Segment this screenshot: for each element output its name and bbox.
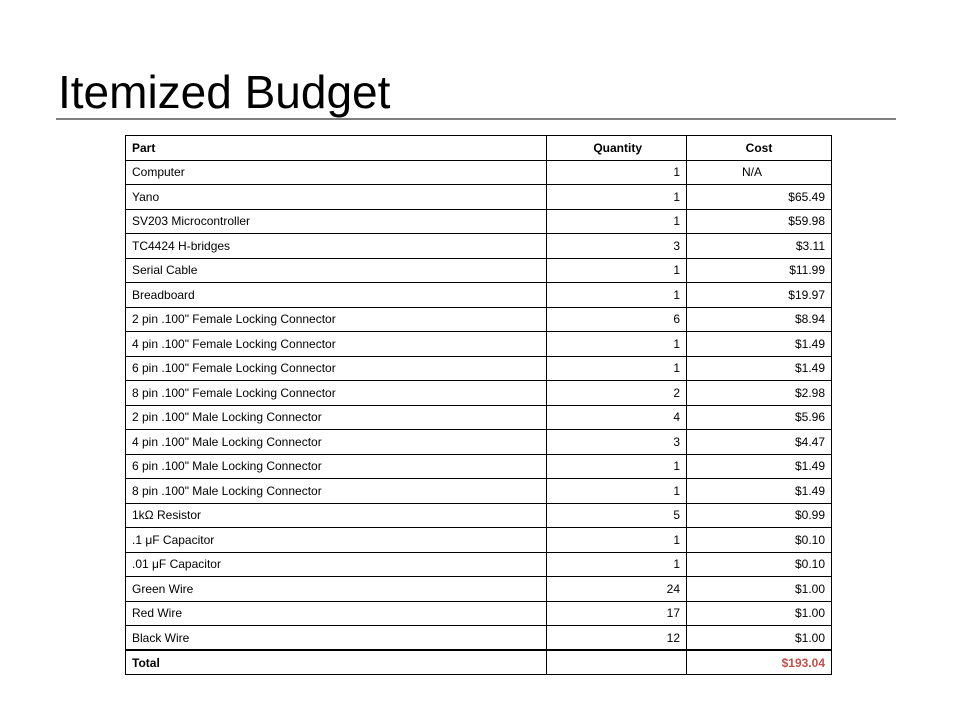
cell-quantity: 1: [547, 160, 687, 185]
cell-cost: $0.10: [687, 528, 832, 553]
table-row: [126, 430, 832, 455]
table-row: [126, 185, 832, 210]
cell-cost: N/A: [687, 160, 832, 185]
cell-cost: $0.99: [687, 503, 832, 528]
cell-quantity: 1: [547, 479, 687, 504]
cell-quantity: 1: [547, 209, 687, 234]
cell-quantity: 17: [547, 601, 687, 626]
cell-quantity: 1: [547, 454, 687, 479]
cell-part: Computer: [126, 160, 547, 185]
table-row: [126, 626, 832, 651]
cell-cost: $59.98: [687, 209, 832, 234]
table-row: [126, 479, 832, 504]
cell-part: 2 pin .100" Male Locking Connector: [126, 405, 547, 430]
cell-quantity: 2: [547, 381, 687, 406]
table-row: [126, 332, 832, 357]
table-row: [126, 283, 832, 308]
table-row: [126, 405, 832, 430]
cell-quantity: 1: [547, 258, 687, 283]
total-cost: $193.04: [687, 650, 832, 675]
cell-quantity: 1: [547, 552, 687, 577]
table-row: [126, 356, 832, 381]
cell-quantity: 3: [547, 234, 687, 259]
table-row: [126, 552, 832, 577]
table-header-row: [126, 136, 832, 161]
cell-part: 1kΩ Resistor: [126, 503, 547, 528]
cell-part: SV203 Microcontroller: [126, 209, 547, 234]
cell-quantity: 1: [547, 356, 687, 381]
table-row: [126, 234, 832, 259]
cell-cost: $1.49: [687, 479, 832, 504]
cell-cost: $3.11: [687, 234, 832, 259]
cell-part: .01 μF Capacitor: [126, 552, 547, 577]
cell-part: Serial Cable: [126, 258, 547, 283]
cell-quantity: 1: [547, 528, 687, 553]
page-title: Itemized Budget: [58, 66, 391, 118]
table-row: [126, 601, 832, 626]
header-quantity: Quantity: [547, 136, 687, 161]
cell-cost: $1.49: [687, 332, 832, 357]
table-row: [126, 209, 832, 234]
cell-cost: $5.96: [687, 405, 832, 430]
total-label: Total: [126, 650, 547, 675]
cell-cost: $1.00: [687, 601, 832, 626]
cell-quantity: 6: [547, 307, 687, 332]
table-row: [126, 307, 832, 332]
cell-part: 4 pin .100" Female Locking Connector: [126, 332, 547, 357]
cell-part: .1 μF Capacitor: [126, 528, 547, 553]
title-divider: [56, 118, 896, 120]
table-row: [126, 381, 832, 406]
table-row: [126, 503, 832, 528]
cell-cost: $0.10: [687, 552, 832, 577]
cell-part: Green Wire: [126, 577, 547, 602]
cell-quantity: 24: [547, 577, 687, 602]
cell-quantity: 5: [547, 503, 687, 528]
table-row: [126, 454, 832, 479]
cell-quantity: 1: [547, 332, 687, 357]
cell-part: Black Wire: [126, 626, 547, 651]
cell-part: 6 pin .100" Male Locking Connector: [126, 454, 547, 479]
cell-quantity: 12: [547, 626, 687, 651]
cell-cost: $11.99: [687, 258, 832, 283]
cell-part: TC4424 H-bridges: [126, 234, 547, 259]
table-body: [126, 160, 832, 650]
cell-cost: $4.47: [687, 430, 832, 455]
cell-cost: $19.97: [687, 283, 832, 308]
header-part: Part: [126, 136, 547, 161]
budget-table: [125, 135, 832, 675]
cell-part: Breadboard: [126, 283, 547, 308]
cell-cost: $1.49: [687, 356, 832, 381]
header-cost: Cost: [687, 136, 832, 161]
table-row: [126, 258, 832, 283]
cell-quantity: 1: [547, 283, 687, 308]
cell-quantity: 4: [547, 405, 687, 430]
cell-quantity: 1: [547, 185, 687, 210]
cell-part: 8 pin .100" Female Locking Connector: [126, 381, 547, 406]
cell-cost: $1.00: [687, 626, 832, 651]
cell-part: Yano: [126, 185, 547, 210]
cell-part: 8 pin .100" Male Locking Connector: [126, 479, 547, 504]
table-row: [126, 160, 832, 185]
cell-part: 4 pin .100" Male Locking Connector: [126, 430, 547, 455]
cell-cost: $8.94: [687, 307, 832, 332]
cell-cost: $2.98: [687, 381, 832, 406]
total-quantity: [547, 650, 687, 675]
cell-cost: $1.00: [687, 577, 832, 602]
table-row: [126, 528, 832, 553]
cell-part: 2 pin .100" Female Locking Connector: [126, 307, 547, 332]
cell-part: Red Wire: [126, 601, 547, 626]
cell-cost: $1.49: [687, 454, 832, 479]
cell-part: 6 pin .100" Female Locking Connector: [126, 356, 547, 381]
table-row: [126, 577, 832, 602]
total-row: [126, 650, 832, 675]
cell-quantity: 3: [547, 430, 687, 455]
cell-cost: $65.49: [687, 185, 832, 210]
